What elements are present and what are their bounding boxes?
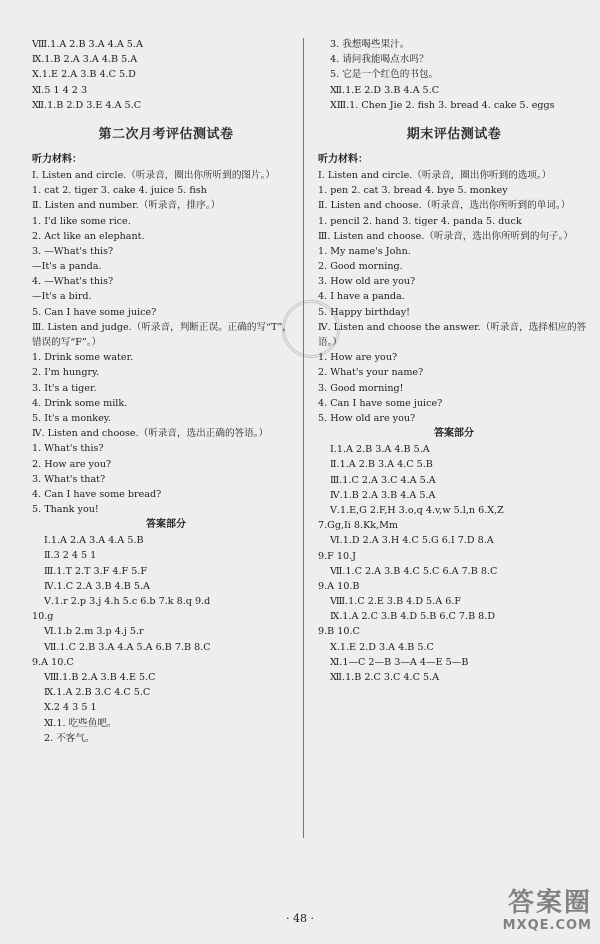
listening-label: 听力材料： <box>318 153 368 165</box>
answer-line: Ⅺ.1. 吃些鱼吧。 <box>44 717 117 729</box>
left-column <box>32 37 300 746</box>
judge-item: 1. Drink some water. <box>32 352 134 364</box>
answer-line: Ⅸ.1.B 2.A 3.A 4.B 5.A <box>32 54 138 66</box>
answer-line: Ⅱ.1.A 2.B 3.A 4.C 5.B <box>330 459 433 471</box>
answer-line: 5. 它是一个红色的书包。 <box>330 69 439 81</box>
answer-line: 9.B 10.C <box>318 626 360 638</box>
answer-line: 10.g <box>32 611 54 623</box>
listening-label: 听力材料： <box>32 153 82 165</box>
section-title: 第二次月考评估测试卷 <box>98 126 234 142</box>
sentence-item: 4. I have a panda. <box>318 291 405 303</box>
watermark-logo <box>482 888 592 940</box>
answer-line: Ⅳ.1.B 2.A 3.B 4.A 5.A <box>330 489 436 501</box>
answer-line: Ⅷ.1.B 2.A 3.B 4.E 5.C <box>44 671 156 683</box>
answer-line: Ⅹ.2 4 3 5 1 <box>44 702 97 714</box>
column-divider <box>303 38 304 838</box>
answers-heading: 答案部分 <box>434 428 474 440</box>
answer-line: Ⅶ.1.C 2.A 3.B 4.C 5.C 6.A 7.B 8.C <box>330 565 498 577</box>
answer-line: Ⅰ.1.A 2.A 3.A 4.A 5.B <box>44 535 144 547</box>
listening-line: 2. Act like an elephant. <box>32 230 145 242</box>
choose-item: 2. How are you? <box>32 458 112 470</box>
answer-line: Ⅸ.1.A 2.C 3.B 4.D 5.B 6.C 7.B 8.D <box>330 611 496 623</box>
answer-line: Ⅲ.1.C 2.A 3.C 4.A 5.A <box>330 474 436 486</box>
judge-item: 2. I'm hungry. <box>32 367 100 379</box>
answer-line: 2. 不客气。 <box>44 732 95 744</box>
answer-choose-item: 1. How are you? <box>318 352 398 364</box>
answer-line: 4. 请问我能喝点水吗？ <box>330 54 429 66</box>
listening-line: 4. —What's this? <box>32 276 114 288</box>
answer-line: Ⅴ.1.E,G 2.F,H 3.o,q 4.v,w 5.l,n 6.X,Z <box>330 504 504 516</box>
choose-item: 1. What's this? <box>32 443 104 455</box>
listening-line: 1. I'd like some rice. <box>32 215 131 227</box>
answer-line: Ⅹ.1.E 2.A 3.B 4.C 5.D <box>32 69 136 81</box>
answer-line: Ⅵ.1.b 2.m 3.p 4.j 5.r <box>44 626 144 638</box>
answer-choose-instruction: Ⅳ. Listen and choose the answer.（听录音，选择相应的答语。） <box>318 321 587 349</box>
answer-line: Ⅹ.1.E 2.D 3.A 4.B 5.C <box>330 641 434 653</box>
listening-line: Ⅱ. Listen and number.（听录音，排序。） <box>32 200 221 212</box>
choose-item: 4. Can I have some bread? <box>32 488 162 500</box>
answer-line: Ⅳ.1.C 2.A 3.B 4.B 5.A <box>44 580 150 592</box>
listening-line: Ⅰ. Listen and circle.（听录音，圈出你所听到的图片。） <box>32 169 275 181</box>
watermark-site: MXQE.COM <box>502 918 592 933</box>
choose-item: 5. Thank you! <box>32 504 99 516</box>
section-title: 期末评估测试卷 <box>406 126 502 142</box>
page-number: · 48 · <box>286 912 314 925</box>
sentence-item: 1. My name's John. <box>318 245 411 257</box>
answer-line: 9.A 10.B <box>318 580 360 592</box>
answer-line: Ⅻ.1.E 2.D 3.B 4.A 5.C <box>330 84 440 96</box>
judge-instruction: Ⅲ. Listen and judge.（听录音，判断正误。正确的写“T”，错误的写“F”。） <box>32 321 292 349</box>
answers-heading: 答案部分 <box>146 519 186 531</box>
listening-line: —It's a panda. <box>32 261 102 273</box>
judge-item: 4. Drink some milk. <box>32 397 128 409</box>
answer-line: Ⅻ.1.B 2.D 3.E 4.A 5.C <box>32 99 142 111</box>
choose-sentence-instruction: Ⅲ. Listen and choose.（听录音，选出你所听到的句子。） <box>318 230 574 242</box>
answer-line: Ⅺ.5 1 4 2 3 <box>32 84 88 96</box>
answer-choose-item: 2. What's your name? <box>318 367 424 379</box>
answer-choose-item: 5. How old are you? <box>318 413 416 424</box>
sentence-item: 2. Good morning. <box>318 261 403 273</box>
judge-item: 5. It's a monkey. <box>32 412 111 424</box>
answer-line: 9.A 10.C <box>32 656 74 668</box>
choose-word-items: 1. pencil 2. hand 3. tiger 4. panda 5. duck <box>318 215 522 227</box>
answer-line: Ⅷ.1.C 2.E 3.B 4.D 5.A 6.F <box>330 596 462 608</box>
answer-line: Ⅻ.1.B 2.C 3.C 4.C 5.A <box>330 672 440 683</box>
answer-choose-item: 3. Good morning! <box>318 382 404 394</box>
listening-line: Ⅰ. Listen and circle.（听录音，圈出你听到的选项。） <box>318 169 552 181</box>
listening-line: 3. —What's this? <box>32 245 114 257</box>
answer-line: Ⅷ.1.A 2.B 3.A 4.A 5.A <box>32 39 143 50</box>
listening-line: 5. Can I have some juice? <box>32 306 157 318</box>
answer-line: 7.Gg,Ii 8.Kk,Mm <box>318 520 399 532</box>
choose-instruction: Ⅳ. Listen and choose.（听录音，选出正确的答语。） <box>32 428 269 440</box>
sentence-item: 5. Happy birthday! <box>318 306 411 318</box>
answer-line: Ⅺ.1—C 2—B 3—A 4—E 5—B <box>330 656 469 668</box>
judge-item: 3. It's a tiger. <box>32 382 97 394</box>
answer-line: Ⅱ.3 2 4 5 1 <box>44 550 97 562</box>
sentence-item: 3. How old are you? <box>318 276 416 288</box>
listening-line: 1. pen 2. cat 3. bread 4. bye 5. monkey <box>318 185 508 197</box>
listening-line: 1. cat 2. tiger 3. cake 4. juice 5. fish <box>32 185 207 197</box>
choose-item: 3. What's that? <box>32 473 106 485</box>
answer-line: 9.F 10.J <box>318 550 356 562</box>
answer-choose-item: 4. Can I have some juice? <box>318 397 443 409</box>
answer-line: ⅩⅢ.1. Chen Jie 2. fish 3. bread 4. cake 5. eggs <box>330 99 555 111</box>
answer-line: Ⅶ.1.C 2.B 3.A 4.A 5.A 6.B 7.B 8.C <box>44 641 211 653</box>
watermark-title: 答案圈 <box>507 888 592 918</box>
answer-line: Ⅲ.1.T 2.T 3.F 4.F 5.F <box>44 565 148 577</box>
answer-line: Ⅸ.1.A 2.B 3.C 4.C 5.C <box>44 687 151 699</box>
answer-line: Ⅰ.1.A 2.B 3.A 4.B 5.A <box>330 444 430 456</box>
answer-line: Ⅴ.1.r 2.p 3.j 4.h 5.c 6.b 7.k 8.q 9.d <box>44 596 211 608</box>
right-column <box>318 37 590 685</box>
listening-line: —It's a bird. <box>32 291 92 303</box>
answer-line: Ⅵ.1.D 2.A 3.H 4.C 5.G 6.I 7.D 8.A <box>330 535 494 547</box>
choose-word-instruction: Ⅱ. Listen and choose.（听录音，选出你所听到的单词。） <box>318 200 571 212</box>
answer-line: 3. 我想喝些果汁。 <box>330 39 410 50</box>
